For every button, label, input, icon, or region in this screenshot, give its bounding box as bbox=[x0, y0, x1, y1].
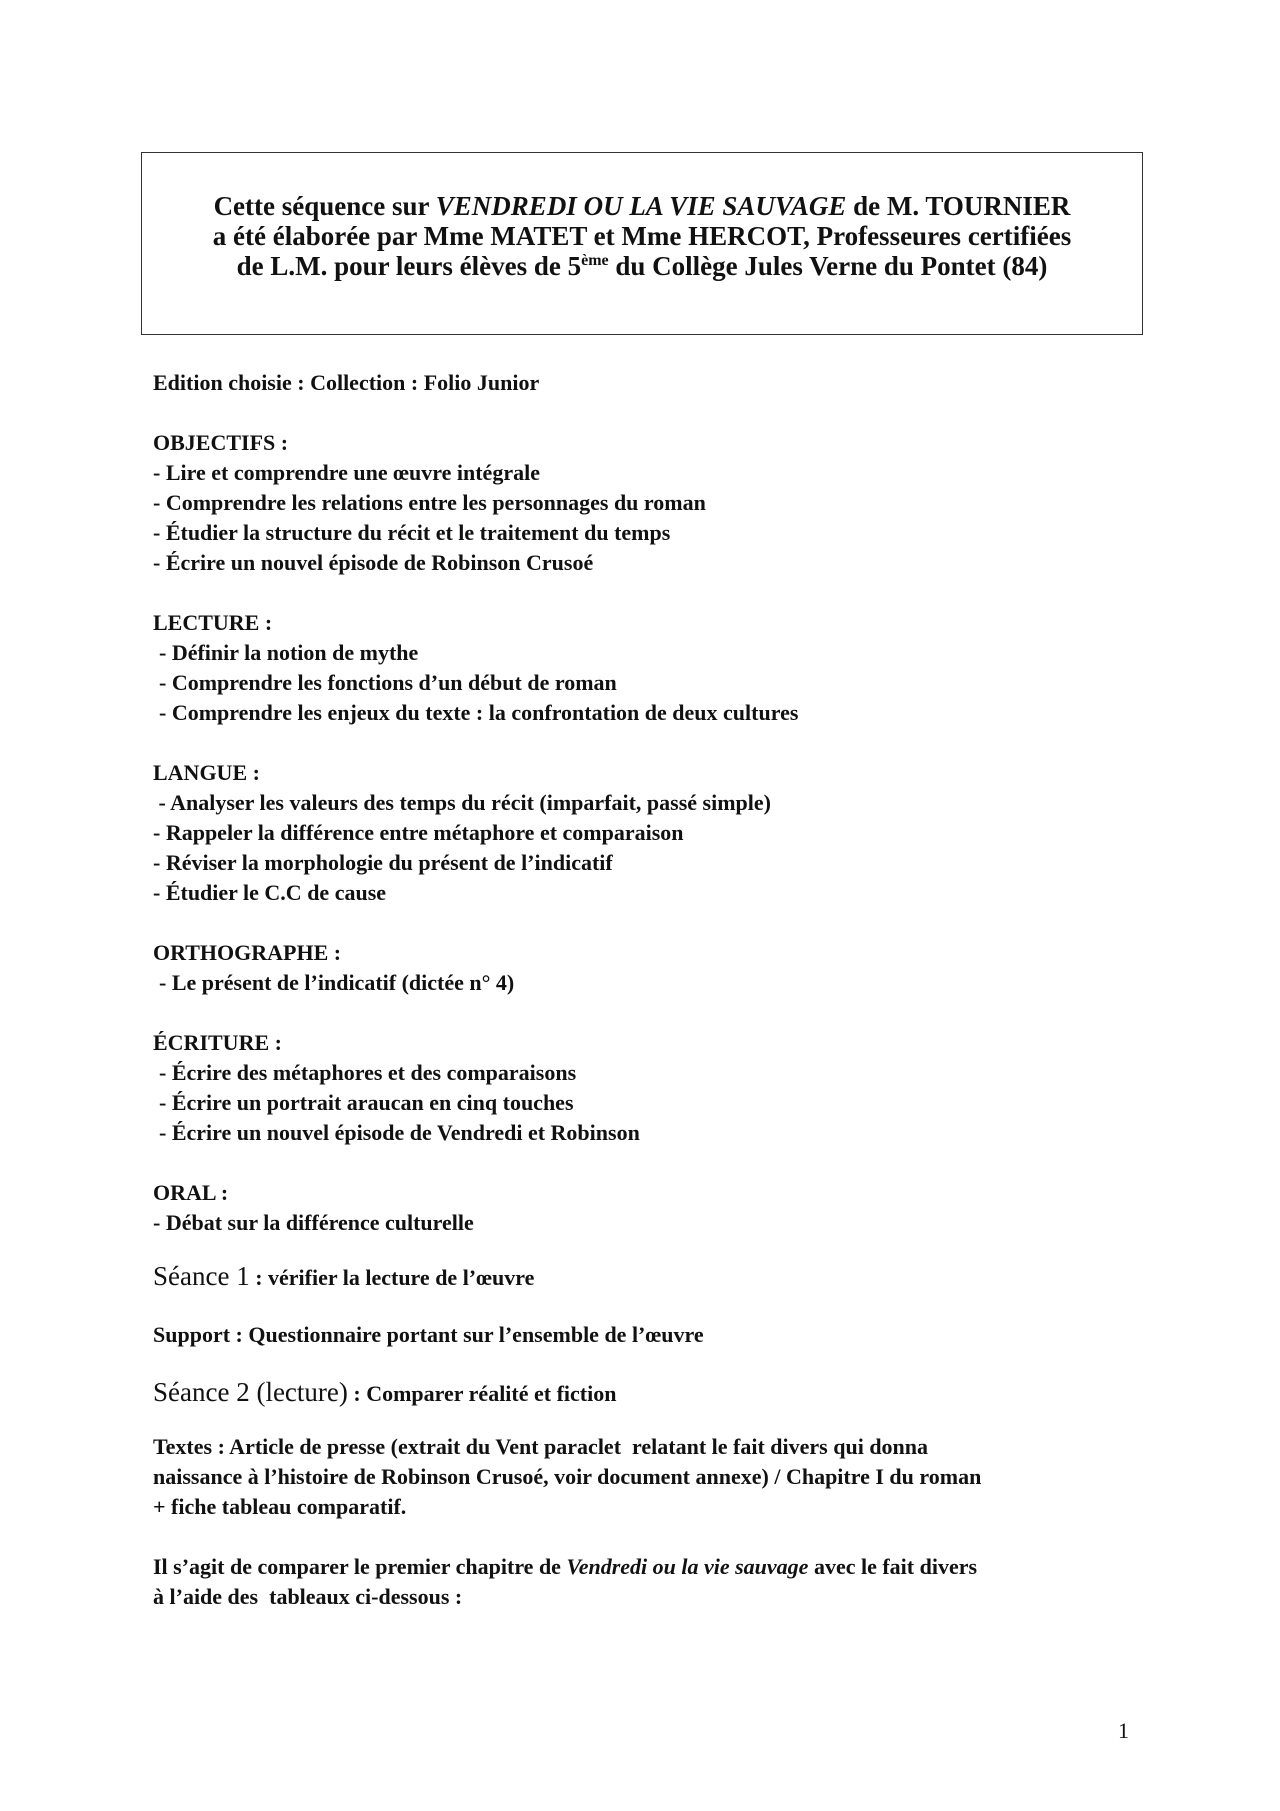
orthographe-title: ORTHOGRAPHE : bbox=[153, 940, 342, 965]
consigne-line-2: à l’aide des tableaux ci-dessous : bbox=[153, 1584, 463, 1609]
langue-section bbox=[153, 758, 1143, 908]
oral-section bbox=[153, 1178, 1143, 1238]
objectifs-item: - Écrire un nouvel épisode de Robinson Crusoé bbox=[153, 550, 594, 575]
langue-item: - Étudier le C.C de cause bbox=[153, 880, 387, 905]
consigne-suffix: avec le fait divers bbox=[808, 1554, 978, 1579]
header-box bbox=[141, 152, 1143, 335]
objectifs-section bbox=[153, 428, 1143, 578]
document-body bbox=[153, 368, 1143, 1612]
header-line-3-suffix: du Collège Jules Verne du Pontet (84) bbox=[608, 251, 1048, 281]
lecture-title: LECTURE : bbox=[153, 610, 273, 635]
book-title: VENDREDI OU LA VIE SAUVAGE bbox=[435, 191, 847, 221]
edition-section bbox=[153, 368, 1143, 398]
seance-2-label: Séance 2 (lecture) bbox=[153, 1377, 348, 1407]
seance-2-heading bbox=[153, 1374, 1143, 1412]
langue-item: - Analyser les valeurs des temps du récit (imparfait, passé simple) bbox=[153, 790, 771, 815]
textes-line: naissance à l’histoire de Robinson Crusoé, voir document annexe) / Chapitre I du roman bbox=[153, 1464, 982, 1489]
document-title bbox=[142, 191, 1142, 281]
page-number: 1 bbox=[1118, 1718, 1129, 1743]
orthographe-item: - Le présent de l’indicatif (dictée n° 4) bbox=[159, 970, 515, 995]
header-superscript: ème bbox=[581, 252, 609, 269]
header-line-3 bbox=[142, 251, 1142, 281]
oral-title: ORAL : bbox=[153, 1180, 229, 1205]
orthographe-section bbox=[153, 938, 1143, 998]
lecture-item: - Définir la notion de mythe bbox=[159, 640, 419, 665]
textes-line: + fiche tableau comparatif. bbox=[153, 1494, 407, 1519]
header-line-2: a été élaborée par Mme MATET et Mme HERCOT, Professeures certifiées bbox=[212, 221, 1072, 251]
objectifs-title: OBJECTIFS : bbox=[153, 430, 289, 455]
ecriture-item: - Écrire des métaphores et des comparaisons bbox=[159, 1060, 577, 1085]
lecture-item: - Comprendre les fonctions d’un début de roman bbox=[159, 670, 617, 695]
seance-2-text: : Comparer réalité et fiction bbox=[347, 1381, 617, 1406]
header-line-1 bbox=[142, 191, 1142, 221]
ecriture-item: - Écrire un portrait araucan en cinq touches bbox=[159, 1090, 574, 1115]
consigne-line-1 bbox=[153, 1552, 1143, 1582]
ecriture-item: - Écrire un nouvel épisode de Vendredi et Robinson bbox=[159, 1120, 640, 1145]
lecture-section bbox=[153, 608, 1143, 728]
support-line: Support : Questionnaire portant sur l’ensemble de l’œuvre bbox=[153, 1322, 704, 1347]
edition-line: Edition choisie : Collection : Folio Junior bbox=[153, 370, 540, 395]
oral-item: - Débat sur la différence culturelle bbox=[153, 1210, 474, 1235]
seance-1-label: Séance 1 bbox=[153, 1261, 250, 1291]
objectifs-item: - Étudier la structure du récit et le traitement du temps bbox=[153, 520, 671, 545]
langue-item: - Réviser la morphologie du présent de l’indicatif bbox=[153, 850, 613, 875]
consigne-prefix: Il s’agit de comparer le premier chapitre de bbox=[153, 1554, 567, 1579]
lecture-item: - Comprendre les enjeux du texte : la confrontation de deux cultures bbox=[159, 700, 799, 725]
header-line-1-suffix: de M. TOURNIER bbox=[846, 191, 1071, 221]
objectifs-item: - Comprendre les relations entre les personnages du roman bbox=[153, 490, 706, 515]
ecriture-section bbox=[153, 1028, 1143, 1148]
textes-section bbox=[153, 1432, 1143, 1522]
langue-title: LANGUE : bbox=[153, 760, 260, 785]
seance-1-heading bbox=[153, 1258, 1143, 1296]
header-line-3-prefix: de L.M. pour leurs élèves de 5 bbox=[236, 251, 582, 281]
consigne-book-title: Vendredi ou la vie sauvage bbox=[566, 1554, 809, 1579]
support-section bbox=[153, 1320, 1143, 1350]
langue-item: - Rappeler la différence entre métaphore et comparaison bbox=[153, 820, 684, 845]
header-line-1-prefix: Cette séquence sur bbox=[213, 191, 436, 221]
ecriture-title: ÉCRITURE : bbox=[153, 1030, 282, 1055]
consigne-section bbox=[153, 1552, 1143, 1612]
objectifs-item: - Lire et comprendre une œuvre intégrale bbox=[153, 460, 540, 485]
seance-1-text: : vérifier la lecture de l’œuvre bbox=[249, 1265, 535, 1290]
textes-line: Textes : Article de presse (extrait du Vent paraclet relatant le fait divers qui donna bbox=[153, 1434, 929, 1459]
